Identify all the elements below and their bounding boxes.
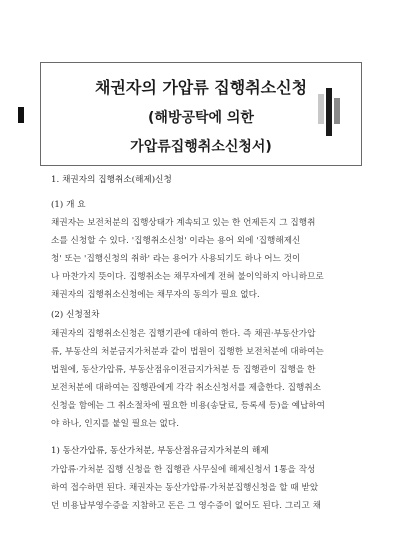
decor-bar-dark — [326, 88, 332, 136]
section-1-heading: 1. 채권자의 집행취소(해제)신청 — [51, 175, 172, 185]
paragraph-line: 나 마찬가지 뜻이다. 집행취소는 채무자에게 전혀 불이익하지 아니하므로 — [51, 272, 324, 282]
paragraph-line: 보전처분에 대하여는 집행관에게 각각 취소신청서를 제출한다. 집행취소 — [51, 383, 322, 393]
subsection-procedure-heading: (2) 신청절차 — [51, 310, 100, 320]
subsection-overview-heading: (1) 개 요 — [51, 200, 86, 210]
paragraph-line: 가압류·가처분 집행 신청을 한 집행관 사무실에 해제신청서 1통을 작성 — [51, 465, 316, 475]
title-line-1: 채권자의 가압류 집행취소신청 — [94, 78, 308, 97]
decorative-bars — [318, 88, 340, 136]
paragraph-line: 던 비용납부영수증을 지참하고 돈은 그 영수증이 없어도 된다. 그리고 채 — [51, 501, 322, 511]
title-line-3: 가압류집행취소신청서) — [130, 139, 272, 155]
title-line-2: (해방공탁에 의한 — [148, 110, 254, 126]
paragraph-line: 채권자의 집행취소신청에는 채무자의 동의가 필요 없다. — [51, 290, 260, 300]
paragraph-line: 류, 부동산의 처분금지가처분과 같이 법원이 집행한 보전처분에 대하여는 — [51, 347, 324, 357]
paragraph-line: 신청을 함에는 그 취소절차에 필요한 비용(송달료, 등록세 등)을 예납하여 — [51, 401, 326, 411]
paragraph-line: 소를 신청할 수 있다. '집행취소신청' 이라는 용어 외에 '집행해제신 — [51, 236, 301, 246]
paragraph-line: 채권자는 보전처분의 집행상태가 계속되고 있는 한 언제든지 그 집행취 — [51, 218, 316, 228]
subsection-1-heading: 1) 동산가압류, 동산가처분, 부동산점유금지가처분의 해제 — [51, 446, 269, 456]
left-margin-marker — [18, 107, 24, 123]
title-box — [40, 62, 362, 166]
paragraph-line: 청' 또는 '집행신청의 취하' 라는 용어가 사용되기도 하나 어느 것이 — [51, 254, 301, 264]
paragraph-line: 법원에, 동산가압류, 부동산점유이전금지가처분 등 집행관이 집행을 한 — [51, 365, 316, 375]
decor-bar-mid — [334, 98, 340, 124]
paragraph-line: 야 하나, 인지를 붙일 필요는 없다. — [51, 419, 180, 429]
paragraph-line: 하여 접수하면 된다. 채권자는 동산가압류·가처분집행신청을 할 때 받았 — [51, 483, 319, 493]
decor-bar-light — [318, 94, 324, 124]
paragraph-line: 채권자의 집행취소신청은 집행기관에 대하여 한다. 즉 채권·부동산가압 — [51, 329, 316, 339]
